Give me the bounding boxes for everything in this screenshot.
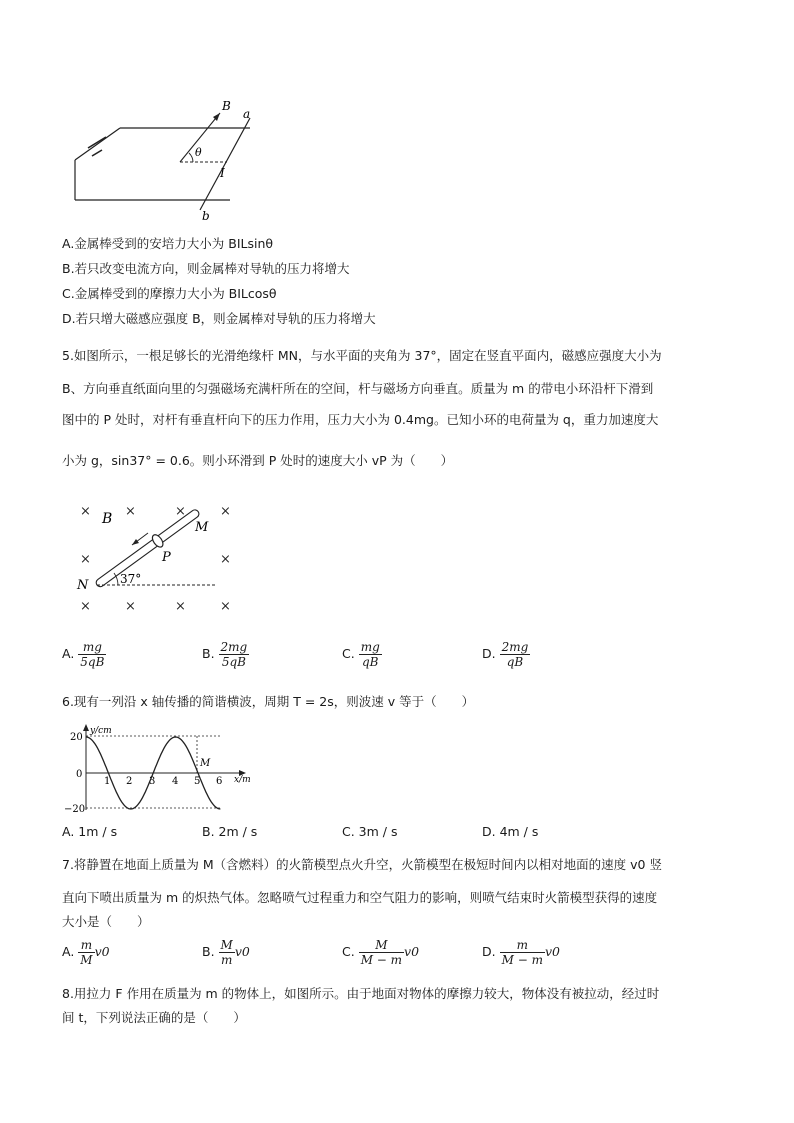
q5-option-letter: D. xyxy=(482,646,496,661)
q6-x-tick: 2 xyxy=(126,776,133,787)
q5-cross: × xyxy=(80,599,91,614)
q6-label-M: M xyxy=(200,758,211,769)
q5-cross: × xyxy=(125,599,136,614)
q6-option-a: A. 1m / s xyxy=(62,824,118,839)
q7-option-a xyxy=(62,938,110,967)
q5-cross: × xyxy=(220,552,231,567)
q5-option-b xyxy=(202,640,249,669)
q5-rod-figure xyxy=(70,495,245,620)
q7-option-velocity: v0 xyxy=(404,944,420,959)
q7-option-letter: C. xyxy=(342,944,355,959)
q5-stem-line4: 小为 g，sin37° = 0.6。则小环滑到 P 处时的速度大小 vP 为（ ） xyxy=(62,453,454,468)
q6-x-tick: 5 xyxy=(194,776,201,787)
q5-option-letter: C. xyxy=(342,646,355,661)
q6-stem: 6.现有一列沿 x 轴传播的简谐横波，周期 T = 2s，则波速 v 等于（ ） xyxy=(62,694,475,709)
q4-label-I: I xyxy=(220,166,225,180)
q7-option-d xyxy=(482,938,560,967)
q7-option-denominator: M xyxy=(80,953,93,967)
q4-label-theta: θ xyxy=(195,146,202,159)
q6-x-tick: 3 xyxy=(149,776,156,787)
q4-rail-figure xyxy=(60,98,270,223)
q6-y-tick-bottom: −20 xyxy=(64,804,86,815)
q5-option-letter: A. xyxy=(62,646,75,661)
q8-stem-line2: 间 t，下列说法正确的是（ ） xyxy=(62,1010,246,1025)
q7-option-numerator: m xyxy=(500,938,545,953)
q6-y-tick-zero: 0 xyxy=(76,769,83,780)
q7-option-b xyxy=(202,938,250,967)
q5-cross: × xyxy=(80,504,91,519)
q5-option-denominator: 5qB xyxy=(80,655,105,669)
q5-option-numerator: 2mg xyxy=(501,640,529,654)
q5-option-denominator: qB xyxy=(506,655,524,669)
q6-y-tick-top: 20 xyxy=(70,732,83,743)
q4-label-a: a xyxy=(243,107,251,121)
q5-option-numerator: mg xyxy=(360,640,380,654)
q6-option-d: D. 4m / s xyxy=(482,824,539,839)
q7-option-letter: D. xyxy=(482,944,496,959)
q4-option-a: A.金属棒受到的安培力大小为 BILsinθ xyxy=(62,236,274,251)
q6-y-label: y/cm xyxy=(90,726,112,736)
q7-option-numerator: m xyxy=(78,938,94,953)
q5-label-N: N xyxy=(77,578,89,593)
q5-stem-line3: 图中的 P 处时，对杆有垂直杆向下的压力作用，压力大小为 0.4mg。已知小环的电荷量为 q，重力加速度大 xyxy=(62,412,659,427)
q4-option-d: D.若只增大磁感应强度 B，则金属棒对导轨的压力将增大 xyxy=(62,311,376,326)
q5-option-denominator: qB xyxy=(361,655,379,669)
q6-x-tick: 1 xyxy=(104,776,111,787)
q5-label-angle: 37° xyxy=(120,572,142,586)
q7-option-velocity: v0 xyxy=(94,944,110,959)
q5-option-numerator: 2mg xyxy=(220,640,248,654)
q7-option-c xyxy=(342,938,419,967)
q5-stem-line1: 5.如图所示，一根足够长的光滑绝缘杆 MN，与水平面的夹角为 37°，固定在竖直平面内，磁感应强度大小为 xyxy=(62,348,662,363)
q4-label-b: b xyxy=(202,209,210,223)
q7-option-velocity: v0 xyxy=(234,944,250,959)
q6-option-b: B. 2m / s xyxy=(202,824,258,839)
q5-option-c xyxy=(342,640,382,669)
q7-option-denominator: M − m xyxy=(501,953,543,967)
q7-option-denominator: m xyxy=(221,953,233,967)
q5-option-letter: B. xyxy=(202,646,215,661)
q5-cross: × xyxy=(220,504,231,519)
q7-option-denominator: M − m xyxy=(360,953,403,967)
q5-option-denominator: 5qB xyxy=(221,655,246,669)
q5-cross: × xyxy=(175,599,186,614)
q5-option-a xyxy=(62,640,106,669)
q7-option-velocity: v0 xyxy=(544,944,560,959)
q7-stem-line2: 直向下喷出质量为 m 的炽热气体。忽略喷气过程重力和空气阻力的影响，则喷气结束时火箭模型获得的速度 xyxy=(62,890,658,905)
q7-option-numerator: M xyxy=(359,938,404,953)
q7-stem-line3: 大小是（ ） xyxy=(62,914,150,929)
q5-cross: × xyxy=(125,504,136,519)
q5-label-B: B xyxy=(102,511,113,527)
q7-stem-line1: 7.将静置在地面上质量为 M（含燃料）的火箭模型点火升空，火箭模型在极短时间内以相对地面的速度 v0 竖 xyxy=(62,857,662,872)
q7-option-letter: B. xyxy=(202,944,215,959)
q7-option-letter: A. xyxy=(62,944,75,959)
q4-label-B: B xyxy=(222,99,231,113)
q4-option-c: C.金属棒受到的摩擦力大小为 BILcosθ xyxy=(62,286,277,301)
q5-option-numerator: mg xyxy=(78,640,106,655)
q5-cross: × xyxy=(220,599,231,614)
q5-label-P: P xyxy=(162,550,171,565)
q4-option-b: B.若只改变电流方向，则金属棒对导轨的压力将增大 xyxy=(62,261,350,276)
q5-stem-line2: B、方向垂直纸面向里的匀强磁场充满杆所在的空间，杆与磁场方向垂直。质量为 m 的带电小环沿杆下滑到 xyxy=(62,381,654,396)
q6-wave-graph xyxy=(62,722,257,817)
q5-cross: × xyxy=(175,504,186,519)
q5-cross: × xyxy=(80,552,91,567)
q6-option-c: C. 3m / s xyxy=(342,824,398,839)
q5-label-M: M xyxy=(195,520,209,535)
q6-x-tick: 4 xyxy=(172,776,179,787)
q8-stem-line1: 8.用拉力 F 作用在质量为 m 的物体上，如图所示。由于地面对物体的摩擦力较大，物体没有被拉动，经过时 xyxy=(62,986,660,1001)
q5-option-d xyxy=(482,640,530,669)
q6-x-tick: 6 xyxy=(216,776,223,787)
q7-option-numerator: M xyxy=(220,938,233,952)
q6-x-label: x/m xyxy=(234,775,251,785)
